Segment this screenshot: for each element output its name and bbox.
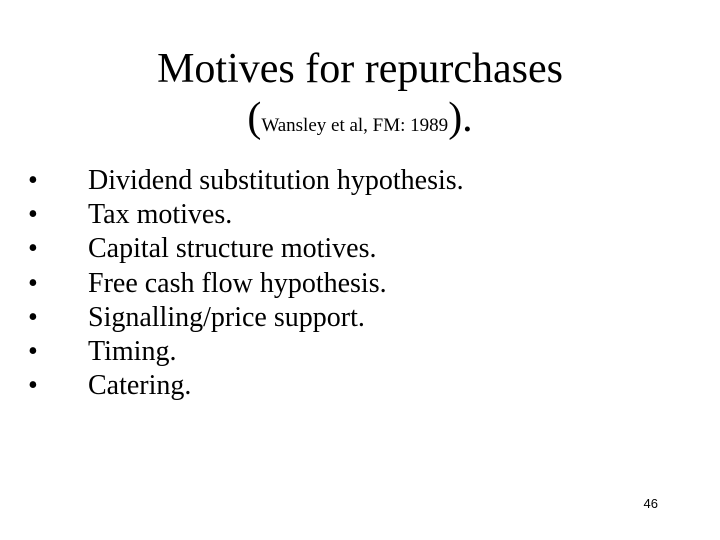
list-item — [28, 198, 464, 232]
bullet-icon: • — [28, 301, 38, 333]
slide-title-block — [0, 44, 720, 149]
slide-subtitle — [0, 96, 720, 149]
list-item — [28, 301, 464, 335]
bullet-text: Dividend substitution hypothesis. — [88, 165, 464, 196]
bullet-text: Capital structure motives. — [88, 233, 377, 265]
bullet-list — [28, 164, 464, 403]
slide-title: Motives for repurchases — [157, 46, 563, 92]
bullet-text: Free cash flow hypothesis. — [88, 267, 387, 299]
citation-text: Wansley et al, FM: 1989 — [261, 115, 449, 136]
bullet-text: Signalling/price support. — [88, 301, 365, 333]
bullet-text: Catering. — [88, 370, 192, 402]
bullet-text: Timing. — [88, 335, 177, 367]
bullet-icon: • — [28, 199, 38, 231]
bullet-icon: • — [28, 233, 38, 265]
list-item — [28, 335, 464, 369]
page-number: 46 — [643, 496, 658, 511]
subtitle-close-paren: ). — [448, 95, 473, 141]
list-item — [28, 369, 464, 403]
bullet-text: Tax motives. — [88, 199, 233, 231]
bullet-icon: • — [28, 335, 38, 367]
list-item — [28, 232, 464, 266]
list-item — [28, 267, 464, 301]
list-item — [28, 164, 464, 198]
bullet-icon: • — [28, 267, 38, 299]
subtitle-open-paren: ( — [247, 95, 262, 141]
bullet-icon: • — [28, 165, 38, 196]
bullet-icon: • — [28, 370, 38, 402]
